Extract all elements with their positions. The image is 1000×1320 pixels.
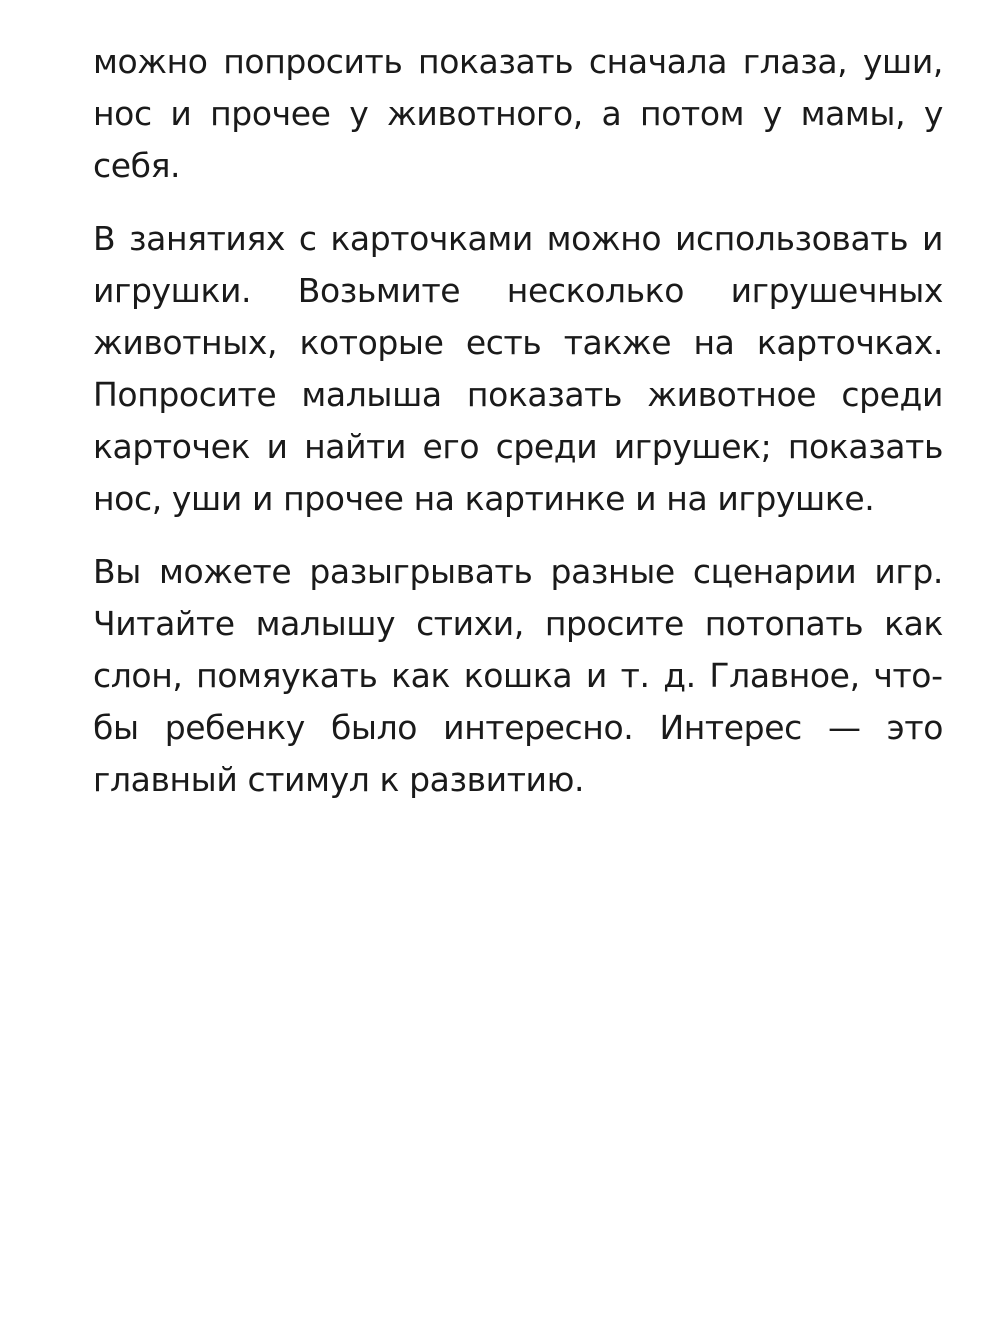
paragraph-game-scenarios: Вы можете разыгрывать разные сценарии игр. Читайте малышу стихи, просите потопать как слон, помяукать как кошка и т. д. Главное, чтобы ребенку было интересно. Интерес — это главный стимул к развитию.	[93, 552, 943, 799]
paragraph-continuation: можно попросить показать сначала глаза, уши, нос и прочее у животного, а потом у мамы, у себя.	[93, 42, 943, 185]
document-page	[93, 36, 943, 806]
paragraph-toys: В занятиях с карточками можно использовать и игрушки. Возьмите несколько игрушечных животных, которые есть также на карточках. Попросите малыша показать животное среди карточек и найти его среди игрушек; показать нос, уши и прочее на картинке и на игрушке.	[93, 219, 943, 518]
